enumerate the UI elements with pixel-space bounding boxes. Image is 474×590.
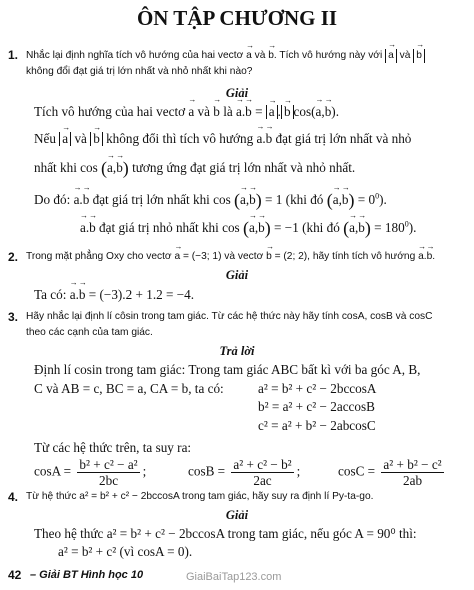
question-4-solution-heading: Giải — [225, 508, 249, 522]
question-1-line-1: Nhắc lại định nghĩa tích vô hướng của hai vectơ → a và → b. Tích vô hướng này với → a và → b — [26, 49, 425, 63]
footer-book-title: – Giải BT Hình học 10 — [30, 569, 144, 581]
question-3-line-2: theo các cạnh của tam giác. — [26, 327, 153, 338]
cosine-law-equation-a: a² = b² + c² − 2bccosA — [258, 381, 377, 396]
watermark: GiaiBaiTap123.com — [186, 571, 282, 583]
question-1-solution-heading: Giải — [225, 86, 249, 100]
question-3-solution-line-1: Định lí cosin trong tam giác: Trong tam giác ABC bất kì với ba góc A, B, — [34, 362, 421, 377]
question-1-solution-line-4: Do đó: → a.→ b đạt giá trị lớn nhất khi cos (→ a,→ b) = 1 (khi đó (→ $a,\to b) = 0^0$). — [34, 190, 387, 211]
question-1-line-2: không đổi đạt giá trị lớn nhất và nhỏ nhất khi nào? — [26, 66, 253, 77]
question-2-solution-line-1: Ta có: → a.→ b = (−3).2 + 1.2 = −4. — [34, 287, 194, 303]
page-number: 42 — [8, 568, 22, 582]
question-3-solution-line-3: Từ các hệ thức trên, ta suy ra: — [34, 440, 192, 455]
question-3-solution-line-2: C và AB = c, BC = a, CA = b, ta có: — [34, 381, 224, 396]
question-2-number: 2. — [8, 250, 19, 264]
cosine-law-equation-b: b² = a² + c² − 2accosB — [258, 399, 375, 414]
cosine-law-equation-c: c² = a² + b² − 2abcosC — [258, 418, 376, 433]
cos-b-formula: cosB = $\frac{\text{a² + c² − b²}}{2ac}$ ; — [188, 457, 301, 488]
question-4-solution-line-2: a² = b² + c² (vì cosA = 0). — [58, 544, 193, 559]
question-4-solution-line-1: Theo hệ thức a² = b² + c² − 2bccosA trong tam giác, nếu góc A = 90⁰ thì: — [34, 526, 417, 541]
question-1-solution-line-1: Tích vô hướng của hai vectơ → a và → b là → a.→ b = → a .→ b cos(→ a,→ b). — [34, 104, 339, 120]
cos-c-formula: cosC = $\frac{\text{a² + b² − c²}}{2ab}$ — [338, 457, 442, 488]
question-1-solution-line-3: nhất khi cos (→ a,→ b) tương ứng đạt giá trị lớn nhất và nhỏ nhất. — [34, 158, 355, 179]
question-4-line-1: Từ hệ thức a² = b² + c² − 2bccosA trong tam giác, hãy suy ra định lí Py-ta-go. — [26, 491, 374, 502]
cos-a-formula: cosA = $\frac{\text{b² + c² − a²}}{2bc}$ ; — [34, 457, 147, 488]
question-1-solution-line-5: → a.→ b đạt giá trị nhỏ nhất khi cos (→ a,→ b) = −1 (khi đó (→ $a,\to b) = 180^0$). — [80, 218, 416, 239]
question-3-line-1: Hãy nhắc lại định lí côsin trong tam giác. Từ các hệ thức này hãy tính cosA, cosB và cosC — [26, 311, 433, 322]
question-1-solution-line-2: Nếu → a và → b không đổi thì tích vô hướng → a.→ b đạt giá trị lớn nhất và nhỏ — [34, 131, 411, 147]
question-1-number: 1. — [8, 48, 19, 62]
question-3-answer-heading: Trả lời — [219, 344, 255, 358]
question-2-line-1: Trong mặt phẳng Oxy cho vectơ → a = (−3; 1) và vectơ → b = (2; 2), hãy tính tích vô hướng → a.→ b. — [26, 251, 435, 262]
question-3-number: 3. — [8, 310, 19, 324]
page-title: ÔN TẬP CHƯƠNG II — [136, 6, 338, 30]
question-4-number: 4. — [8, 490, 19, 504]
question-2-solution-heading: Giải — [225, 268, 249, 282]
